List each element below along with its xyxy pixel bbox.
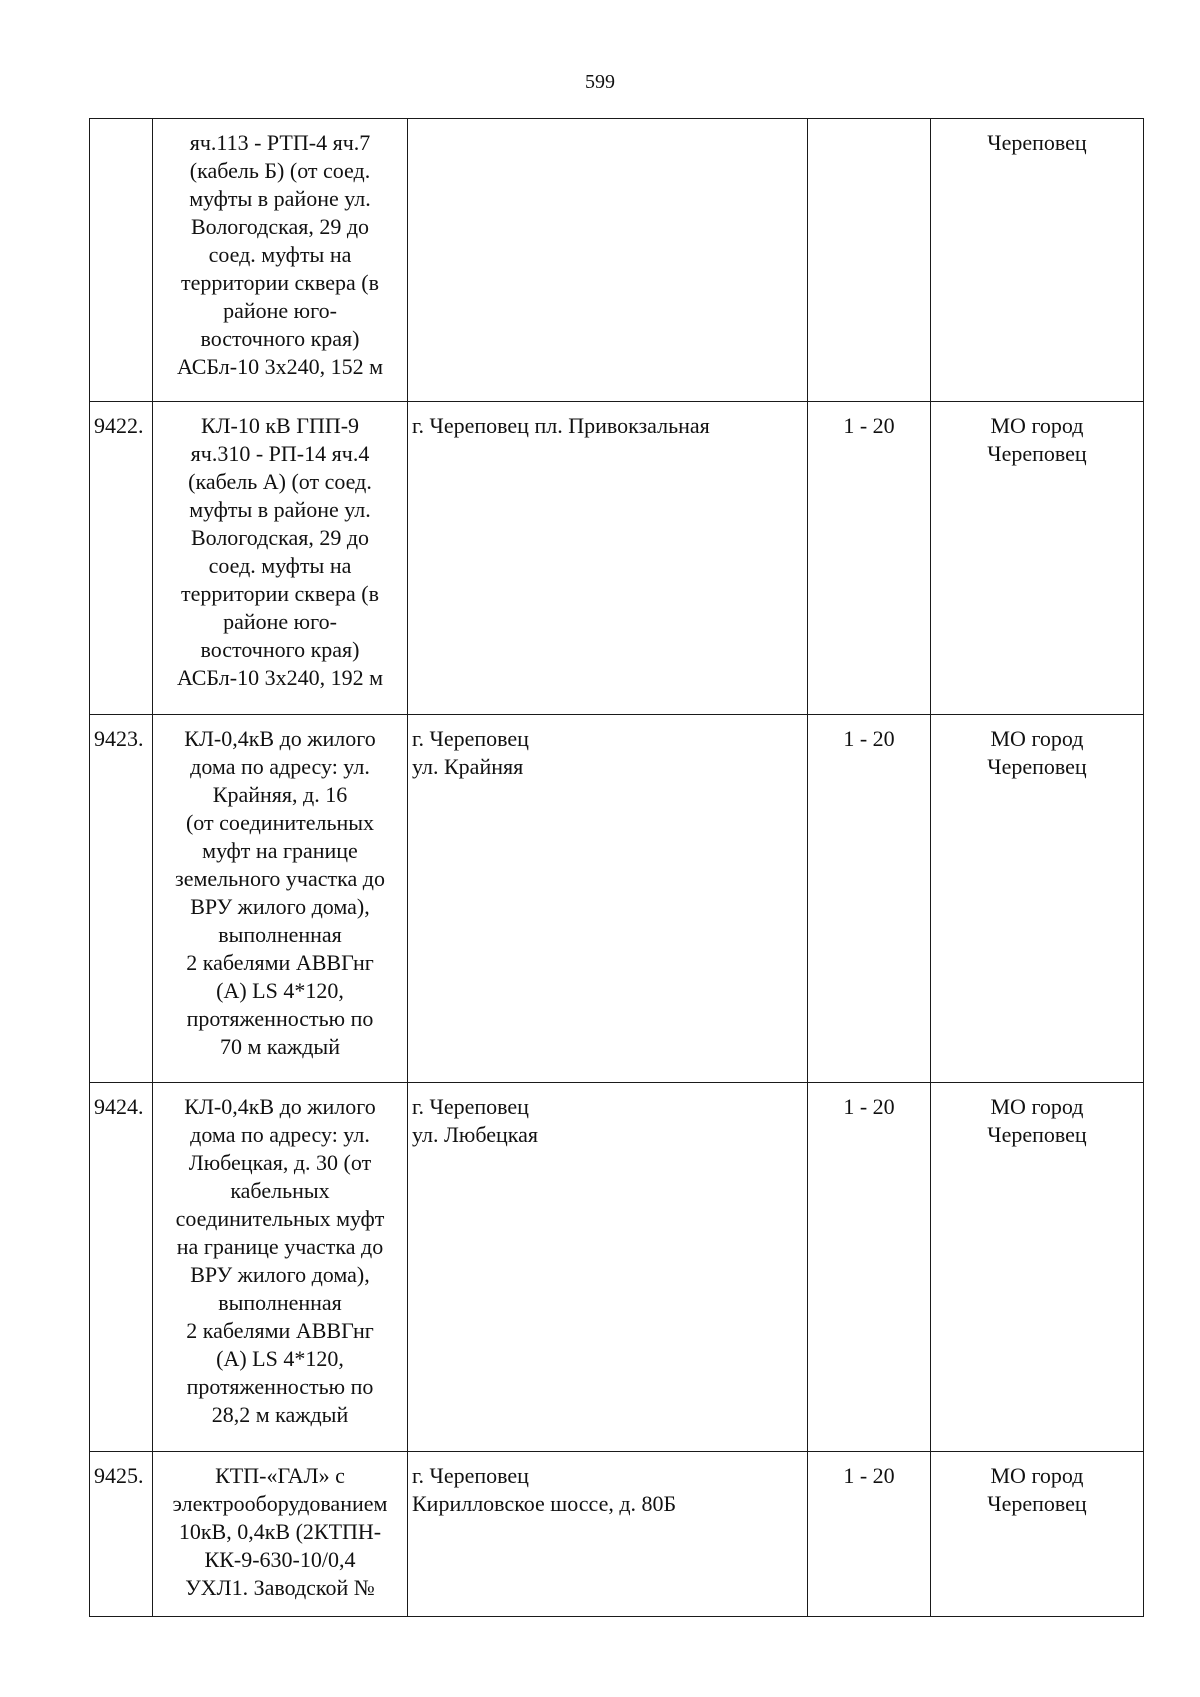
object-description-cell [153,715,408,1083]
owner-cell [931,119,1144,402]
object-description-line: АСБл-10 3х240, 192 м [176,665,384,690]
table-row [90,1452,1144,1617]
object-description-line: яч.310 - РП-14 яч.4 [190,441,370,466]
address-line: Кирилловское шоссе, д. 80Б [412,1491,677,1516]
owner-line: Череповец [987,1122,1087,1147]
object-description-line: муфты в районе ул. [189,186,371,211]
object-description-line: ВРУ жилого дома), [190,894,370,919]
object-description-line: 10кВ, 0,4кВ (2КТПН- [178,1519,382,1544]
object-description-line: на границе участка до [176,1234,384,1259]
object-description-line: 28,2 м каждый [211,1402,349,1427]
object-description-line: муфт на границе [202,838,358,863]
object-description-line: соед. муфты на [208,242,352,267]
address-cell [408,715,808,1083]
object-description-line: АСБл-10 3х240, 152 м [176,354,384,379]
range-value: 1 - 20 [843,1094,895,1119]
range-cell [808,715,931,1083]
owner-cell [931,402,1144,715]
object-description-line: (А) LS 4*120, [216,978,344,1003]
object-description-cell [153,402,408,715]
object-description-line: (от соединительных [185,810,375,835]
table-row [90,715,1144,1083]
object-description-line: выполненная [218,1290,342,1315]
object-description-line: электрооборудованием [172,1491,388,1516]
owner-line: МО город [990,1463,1084,1488]
owner-line: МО город [990,726,1084,751]
object-description-line: Любецкая, д. 30 (от [188,1150,372,1175]
range-cell [808,1083,931,1452]
owner-line: МО город [990,1094,1084,1119]
table-row [90,1083,1144,1452]
range-cell [808,119,931,402]
object-description-line: протяженностью по [186,1006,374,1031]
object-description-line: территории сквера (в [181,581,379,606]
owner-line: МО город [990,413,1084,438]
object-description-line: 2 кабелями АВВГнг [186,950,374,975]
object-description-line: КЛ-0,4кВ до жилого [184,1094,376,1119]
address-line: ул. Любецкая [412,1122,539,1147]
object-description-line: (кабель А) (от соед. [188,469,372,494]
row-number-cell [90,1083,153,1452]
registry-table [89,118,1144,1617]
object-description-line: яч.113 - РТП-4 яч.7 [189,130,371,155]
object-description-line: протяженностью по [186,1374,374,1399]
object-description-cell [153,119,408,402]
object-description-line: соединительных муфт [175,1206,385,1231]
address-cell [408,1452,808,1617]
object-description-line: (кабель Б) (от соед. [189,158,371,183]
table-row [90,119,1144,402]
owner-line: Череповец [987,1491,1087,1516]
object-description-line: районе юго- [223,609,337,634]
address-cell [408,119,808,402]
object-description-cell [153,1452,408,1617]
address-line: г. Череповец [412,726,529,751]
object-description-line: ВРУ жилого дома), [190,1262,370,1287]
address-cell [408,1083,808,1452]
row-number-cell [90,119,153,402]
row-number: 9422. [94,413,144,438]
owner-line: Череповец [987,754,1087,779]
object-description-cell [153,1083,408,1452]
object-description-line: дома по адресу: ул. [190,754,370,779]
object-description-line: Крайняя, д. 16 [212,782,348,807]
row-number: 9425. [94,1463,144,1488]
row-number-cell [90,1452,153,1617]
registry-table-body [90,119,1144,1617]
object-description-line: КК-9-630-10/0,4 [204,1547,356,1572]
owner-cell [931,715,1144,1083]
object-description-line: КТП-«ГАЛ» с [215,1463,345,1488]
range-cell [808,402,931,715]
address-line: г. Череповец [412,1094,529,1119]
object-description-line: КЛ-10 кВ ГПП-9 [200,413,360,438]
object-description-line: Вологодская, 29 до [190,214,370,239]
object-description-line: КЛ-0,4кВ до жилого [184,726,376,751]
row-number: 9423. [94,726,144,751]
object-description-line: дома по адресу: ул. [190,1122,370,1147]
range-value: 1 - 20 [843,1463,895,1488]
object-description-line: муфты в районе ул. [189,497,371,522]
row-number-cell [90,402,153,715]
owner-line: Череповец [987,441,1087,466]
object-description-line: Вологодская, 29 до [190,525,370,550]
object-description-line: выполненная [218,922,342,947]
owner-cell [931,1452,1144,1617]
object-description-line: территории сквера (в [181,270,379,295]
object-description-line: кабельных [230,1178,330,1203]
address-line: ул. Крайняя [412,754,524,779]
table-row [90,402,1144,715]
address-cell [408,402,808,715]
address-line: г. Череповец [412,1463,529,1488]
object-description-line: районе юго- [223,298,337,323]
range-cell [808,1452,931,1617]
address-line: г. Череповец пл. Привокзальная [412,413,710,438]
object-description-line: земельного участка до [175,866,385,891]
range-value: 1 - 20 [843,413,895,438]
object-description-line: (А) LS 4*120, [216,1346,344,1371]
object-description-line: восточного края) [200,637,360,662]
object-description-line: восточного края) [200,326,360,351]
object-description-line: УХЛ1. Заводской № [185,1575,375,1600]
object-description-line: 2 кабелями АВВГнг [186,1318,374,1343]
object-description-line: соед. муфты на [208,553,352,578]
object-description-line: 70 м каждый [220,1034,340,1059]
owner-line: Череповец [987,130,1087,155]
row-number: 9424. [94,1094,144,1119]
owner-cell [931,1083,1144,1452]
range-value: 1 - 20 [843,726,895,751]
page-number: 599 [585,71,615,93]
row-number-cell [90,715,153,1083]
